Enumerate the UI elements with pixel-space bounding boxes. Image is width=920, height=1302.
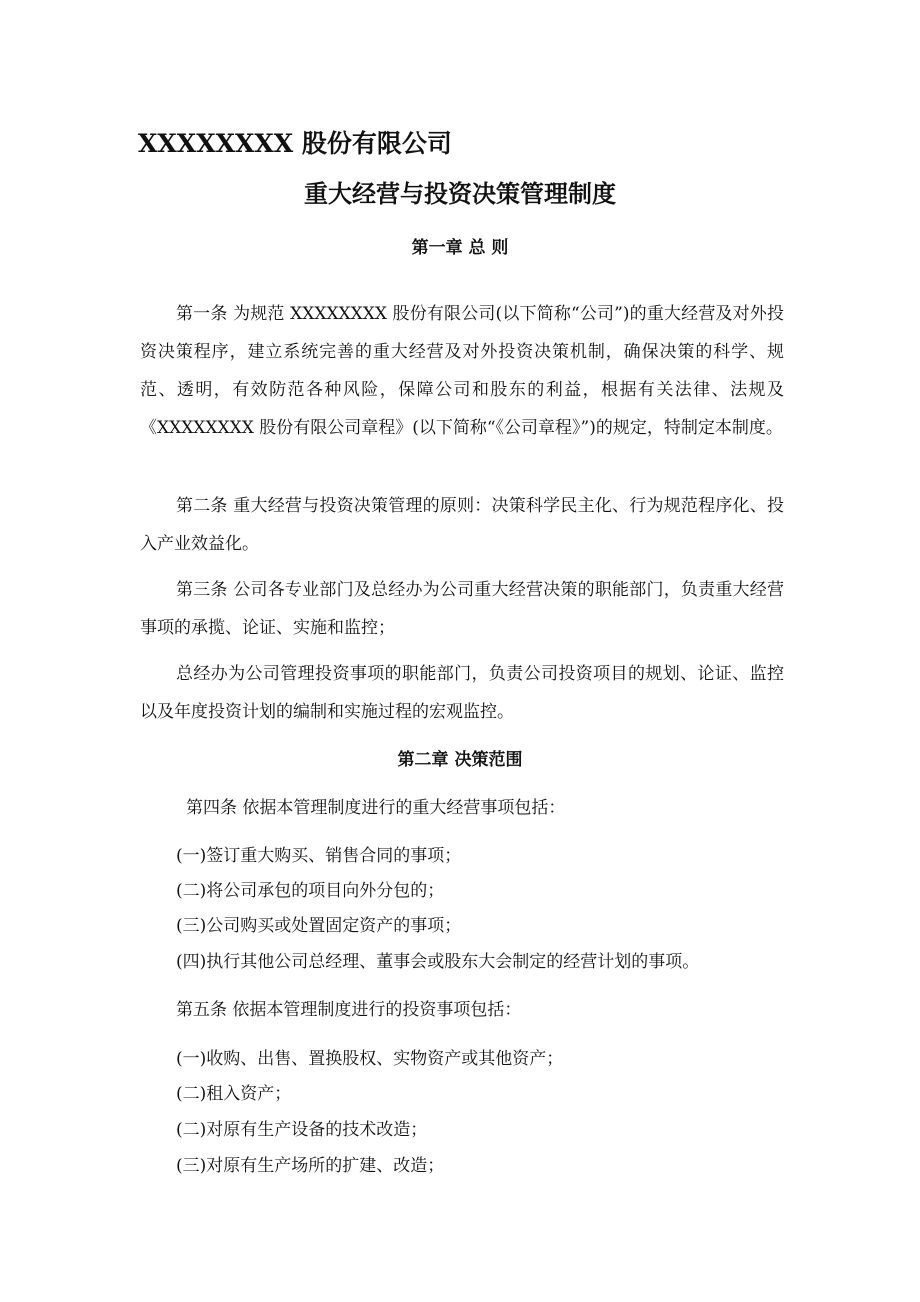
article-3: 第三条 公司各专业部门及总经办为公司重大经营决策的职能部门，负责重大经营事项的承揽、论证、实施和监控；: [140, 580, 784, 638]
article-5: 第五条 依据本管理制度进行的投资事项包括：: [176, 1000, 522, 1020]
article-3-continued: 总经办为公司管理投资事项的职能部门，负责公司投资项目的规划、论证、监控以及年度投资计划的编制和实施过程的宏观监控。: [140, 664, 784, 722]
article-5-item-3: (二)对原有生产设备的技术改造；: [176, 1120, 428, 1140]
article-1: 第一条 为规范 XXXXXXXX 股份有限公司(以下简称“公司”)的重大经营及对外投资决策程序，建立系统完善的重大经营及对外投资决策机制，确保决策的科学、规范、透明，有效防范各种风险，保障公司和股东的利益，根据有关法律、法规及《XXXXXXXX 股份有限公司章程》(以下简称“《公司章程》”)的规定，特制定本制度。: [140, 304, 784, 438]
document-title: 重大经营与投资决策管理制度: [304, 179, 616, 208]
article-5-item-1: (一)收购、出售、置换股权、实物资产或其他资产；: [176, 1049, 564, 1069]
article-4-item-1: (一)签订重大购买、销售合同的事项；: [176, 846, 462, 866]
article-4: 第四条 依据本管理制度进行的重大经营事项包括：: [186, 798, 566, 818]
article-4-item-2: (二)将公司承包的项目向外分包的；: [176, 881, 445, 901]
article-4-item-4: (四)执行其他公司总经理、董事会或股东大会制定的经营计划的事项。: [176, 952, 700, 972]
chapter-1-title: 第一章 总 则: [411, 238, 509, 258]
article-2: 第二条 重大经营与投资决策管理的原则：决策科学民主化、行为规范程序化、投入产业效益化。: [140, 496, 784, 554]
article-4-item-3: (三)公司购买或处置固定资产的事项；: [176, 916, 462, 936]
company-name: XXXXXXXX 股份有限公司: [138, 129, 452, 158]
article-5-item-4: (三)对原有生产场所的扩建、改造；: [176, 1156, 445, 1176]
article-5-item-2: (二)租入资产；: [176, 1084, 292, 1104]
chapter-2-title: 第二章 决策范围: [397, 750, 523, 770]
